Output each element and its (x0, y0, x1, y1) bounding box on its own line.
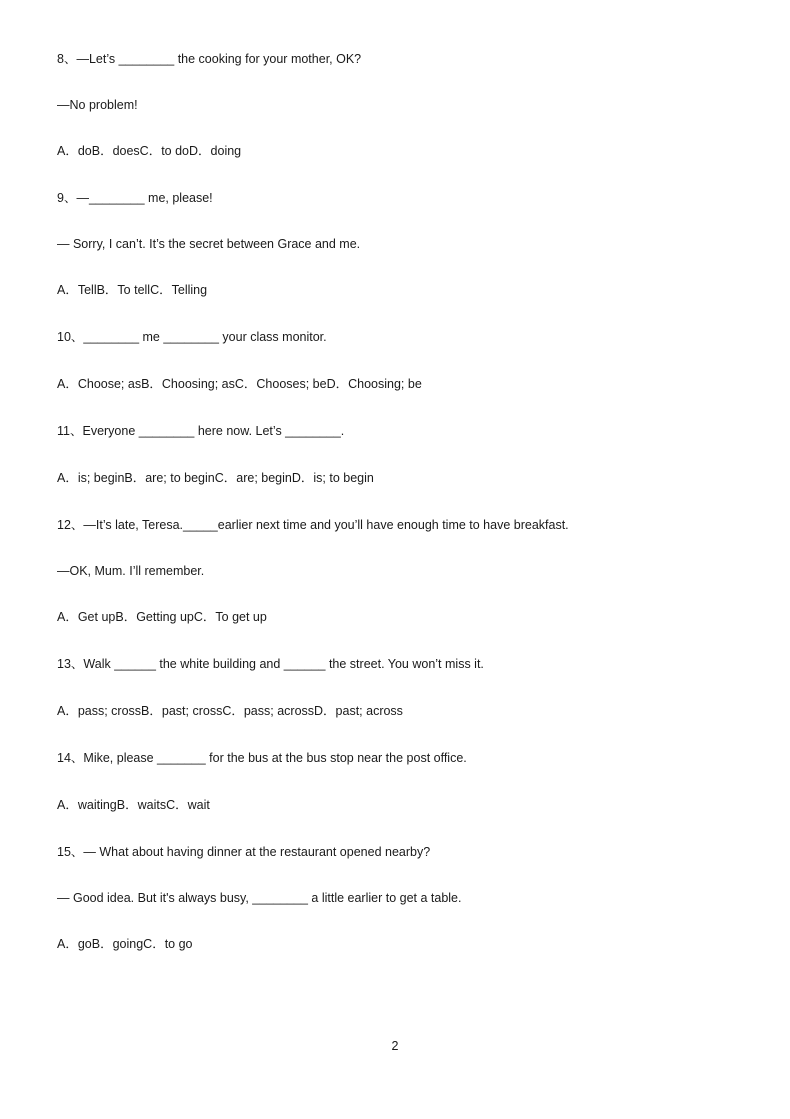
question-15-prompt: 15、— What about having dinner at the restaurant opened nearby? (57, 845, 431, 859)
question-8-prompt: 8、—Let’s ________ the cooking for your mother, OK? (57, 52, 362, 66)
question-11-options: A．is; beginB．are; to beginC．are; beginD．is; to begin (57, 471, 374, 485)
question-8-reply: —No problem! (57, 98, 138, 112)
question-9-options: A．TellB．To tellC．Telling (57, 283, 208, 297)
question-12-reply: —OK, Mum. I’ll remember. (57, 564, 205, 578)
question-14-prompt: 14、Mike, please _______ for the bus at the bus stop near the post office. (57, 751, 467, 765)
question-10-options: A．Choose; asB．Choosing; asC．Chooses; beD．Choosing; be (57, 377, 422, 391)
question-14-options: A．waitingB．waitsC．wait (57, 798, 210, 812)
question-9-prompt: 9、—________ me, please! (57, 191, 213, 205)
question-13-prompt: 13、Walk ______ the white building and ______ the street. You won’t miss it. (57, 657, 484, 671)
question-12-prompt: 12、—It’s late, Teresa._____earlier next time and you’ll have enough time to have breakfast. (57, 518, 569, 532)
page-number: 2 (391, 1039, 399, 1053)
question-15-reply: — Good idea. But it's always busy, ________ a little earlier to get a table. (57, 891, 462, 905)
question-12-options: A．Get upB．Getting upC．To get up (57, 610, 267, 624)
question-9-reply: — Sorry, I can’t. It’s the secret between Grace and me. (57, 237, 361, 251)
question-8-options: A．doB．doesC．to doD．doing (57, 144, 242, 158)
question-15-options: A．goB．goingC．to go (57, 937, 193, 951)
question-11-prompt: 11、Everyone ________ here now. Let’s ________. (57, 424, 345, 438)
question-10-prompt: 10、________ me ________ your class monitor. (57, 330, 327, 344)
question-13-options: A．pass; crossB．past; crossC．pass; acrossD．past; across (57, 704, 403, 718)
